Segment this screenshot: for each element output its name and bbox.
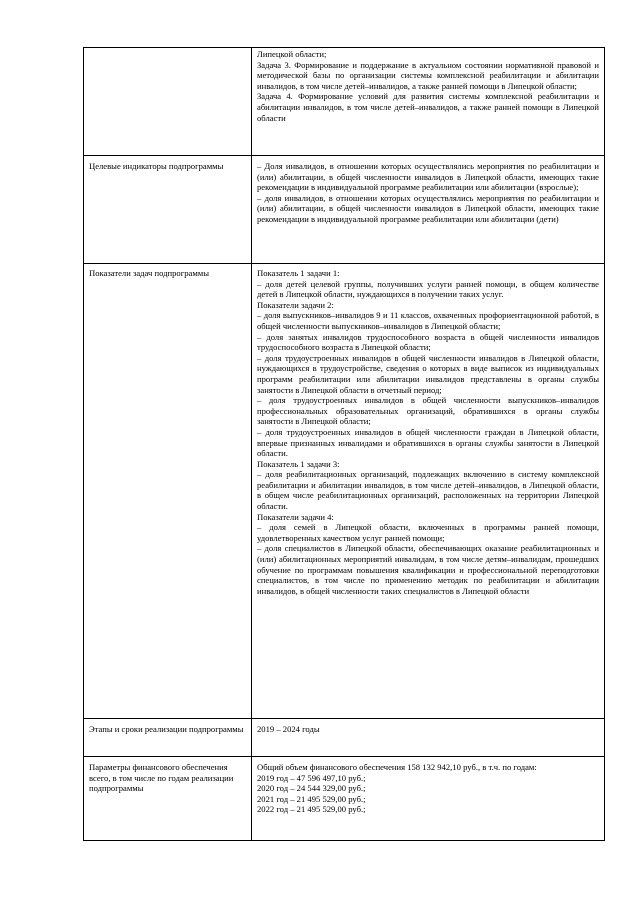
text-line: Показатели задачи 2:: [257, 299, 334, 310]
text-line: Показатели задачи 4:: [257, 511, 334, 522]
text-line: – доля трудоустроенных инвалидов в общей численности инвалидов в Липецкой области, нуждающихся в трудоустройстве, сведения о которых в виде выписок из индивидуальных программ реабилитации или абилитации инвалидов представлены в органы службы занятости в Липецкой области в отчетный период;: [257, 352, 599, 395]
text-line: – доля семей в Липецкой области, включенных в программы ранней помощи, удовлетворенных качеством услуг ранней помощи;: [257, 522, 599, 543]
finance-value-cell: [252, 757, 605, 841]
text-line: Липецкой области;: [257, 49, 327, 59]
text-line: Показатель 1 задачи 3:: [257, 458, 340, 469]
table-row-tasks: [84, 48, 605, 156]
text-line: 2020 год – 24 544 329,00 руб.;: [257, 783, 366, 794]
text-line: Задача 3. Формирование и поддержание в актуальном состоянии нормативной правовой и методической базы по организации системы комплексной реабилитации и абилитации инвалидов, в том числе детей–инвалидов, а также ранней помощи в Липецкой области;: [257, 59, 599, 91]
tasks-value-cell: [252, 48, 605, 156]
text-line: – доля специалистов в Липецкой области, обеспечивающих оказание реабилитационных и (или) абилитационных мероприятий инвалидам, в том числе детям–инвалидам, прошедших обучение по программам повышения квалификации и профессиональной переподготовки специалистов, в том числе по применению методик по реабилитации и абилитации инвалидов, в общей численности таких специалистов в Липецкой области: [257, 543, 599, 596]
finance-label: Параметры финансового обеспечения всего, в том числе по годам реализации подпрограммы: [84, 757, 252, 841]
text-line: – доля трудоустроенных инвалидов в общей численности граждан в Липецкой области, впервые признанных инвалидами и обратившихся в органы службы занятости в Липецкой области.: [257, 426, 599, 459]
stages-value: 2019 – 2024 годы: [252, 719, 605, 757]
text-line: – доля реабилитационных организаций, подлежащих включению в систему комплексной реабилитации и абилитации инвалидов, в том числе детей–инвалидов, в Липецкой области, в общем числе реабилитационных организаций, расположенных на территории Липецкой области.: [257, 469, 599, 512]
text-line: Общий объем финансового обеспечения 158 132 942,10 руб., в т.ч. по годам:: [257, 762, 537, 772]
text-line: – доля занятых инвалидов трудоспособного возраста в общей численности инвалидов трудоспособного возраста в Липецкой области;: [257, 331, 599, 353]
text-line: – доля инвалидов, в отношении которых осуществлялись мероприятия по реабилитации и (или) абилитации, в общей численности инвалидов в Липецкой области, имеющих такие рекомендации в индивидуальной программе реабилитации или абилитации (дети): [257, 192, 599, 224]
text-line: 2022 год – 21 495 529,00 руб.;: [257, 804, 366, 815]
text-line: 2021 год – 21 495 529,00 руб.;: [257, 793, 366, 804]
indicators-value-cell: [252, 156, 605, 264]
table-row-indicators: [84, 156, 605, 264]
text-line: 2019 год – 47 596 497,10 руб.;: [257, 772, 366, 783]
stages-label: Этапы и сроки реализации подпрограммы: [84, 719, 252, 757]
table-row-finance: [84, 757, 605, 841]
task-indicators-value-cell: [252, 264, 605, 719]
text-line: Задача 4. Формирование условий для развития системы комплексной реабилитации и абилитации инвалидов, в том числе детей–инвалидов, а также ранней помощи в Липецкой области: [257, 91, 599, 123]
text-line: – доля трудоустроенных инвалидов в общей численности выпускников–инвалидов профессиональных образовательных организаций, обратившихся в органы службы занятости в Липецкой области;: [257, 395, 599, 427]
table-row-stages: [84, 719, 605, 757]
task-indicators-label: Показатели задач подпрограммы: [84, 264, 252, 719]
text-line: Показатель 1 задачи 1:: [257, 268, 340, 278]
text-line: – доля детей целевой группы, получивших услуги ранней помощи, в общем количестве детей в Липецкой области, нуждающихся в получении таких услуг.: [257, 278, 599, 300]
indicators-label: Целевые индикаторы подпрограммы: [84, 156, 252, 264]
tasks-label-cell: [84, 48, 252, 156]
text-line: – доля выпускников–инвалидов 9 и 11 классов, охваченных профориентационной работой, в общей численности выпускников–инвалидов в Липецкой области;: [257, 310, 599, 331]
subprogram-passport-table: [83, 47, 605, 841]
text-line: – Доля инвалидов, в отношении которых осуществлялись мероприятия по реабилитации и (или) абилитации, в общей численности инвалидов в Липецкой области, имеющих такие рекомендации в индивидуальной программе реабилитации или абилитации (взрослые);: [257, 161, 599, 193]
table-row-task-indicators: [84, 264, 605, 719]
